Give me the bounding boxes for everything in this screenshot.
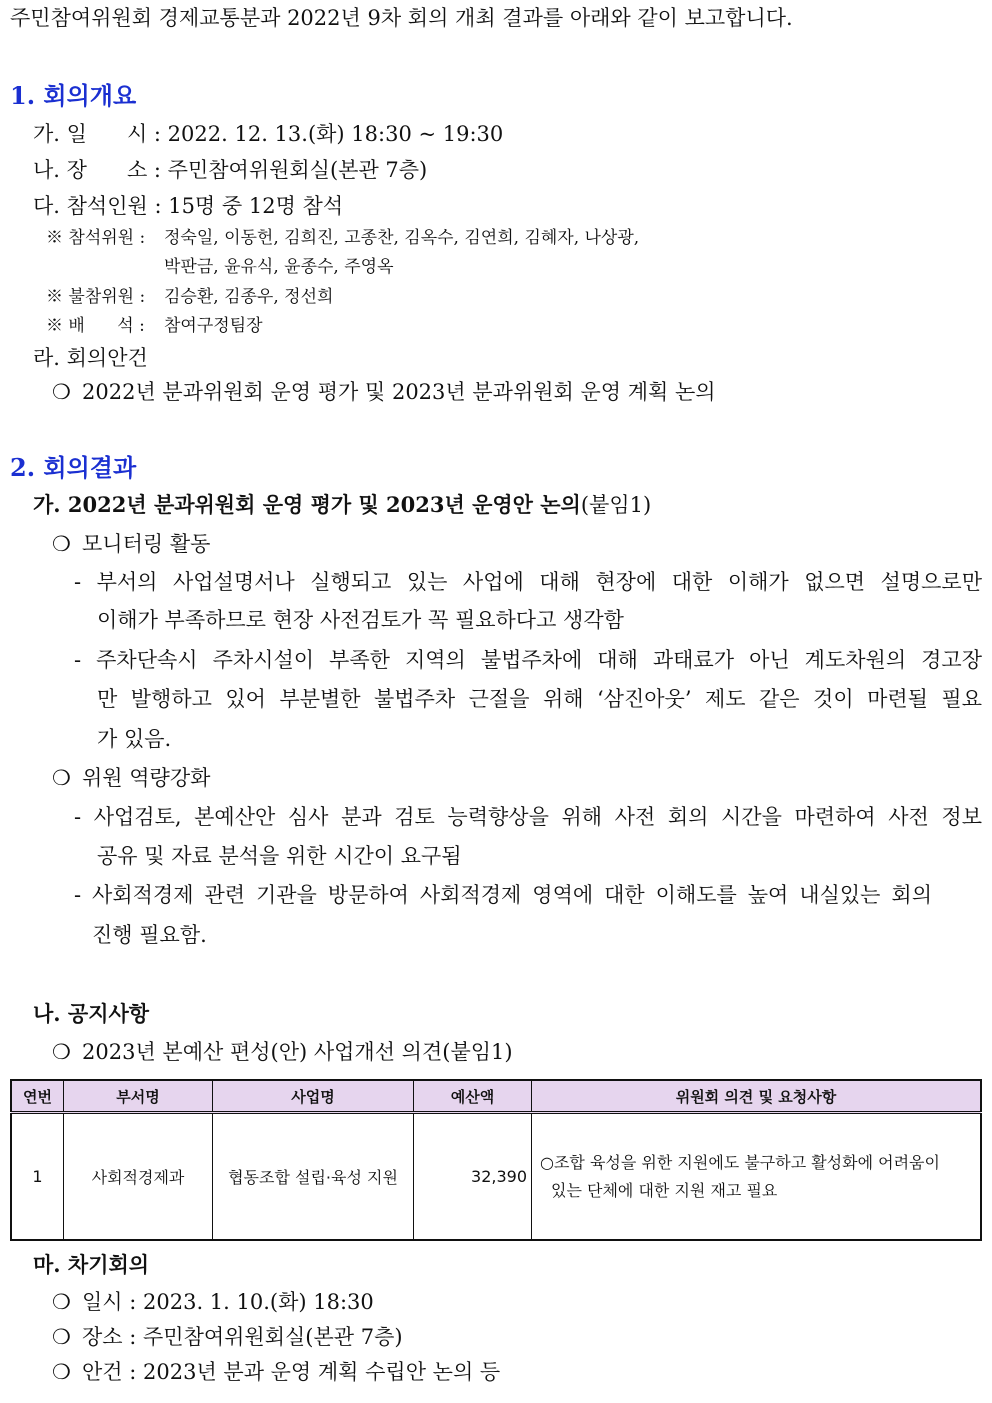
header-project: 사업명 [213,1080,414,1113]
circle-bullet-icon: ❍ [52,380,71,404]
attendees-list-2: 박판금, 윤유식, 윤종수, 주영옥 [164,257,394,277]
circle-bullet-icon: ❍ [52,1325,71,1349]
monitoring-item-2-line-1: - 주차단속시 주차시설이 부족한 지역의 불법주차에 대해 과태료가 아닌 계도차원의 경고장 [74,648,982,672]
meeting-date: 가. 일 시 : 2022. 12. 13.(화) 18:30 ~ 19:30 [33,122,504,146]
monitoring-title [52,534,210,555]
capacity-title [52,768,210,789]
monitoring-item-2-line-2: 만 발행하고 있어 부분별한 불법주차 근절을 위해 ‘삼진아웃’ 제도 같은 것이 마련될 필요 [97,687,982,711]
header-dept: 부서명 [64,1080,213,1113]
capacity-item-2-line-2: 진행 필요함. [92,923,207,947]
monitoring-item-1-line-2: 이해가 부족하므로 현장 사전검토가 꼭 필요하다고 생각함 [97,608,624,632]
section-title-overview: 1. 회의개요 [10,81,137,110]
cell-project: 협동조합 설립·육성 지원 [213,1113,414,1241]
staff-list: 참여구정팀장 [164,316,263,336]
staff-label: ※ 배 석 : [46,316,151,336]
circle-bullet-icon: ❍ [52,1360,71,1384]
cell-no: 1 [11,1113,64,1241]
subsection-ga [33,494,651,516]
next-meeting-date [52,1292,374,1313]
absent-label: ※ 불참위원 : [46,287,146,307]
circle-bullet-icon: ❍ [52,1290,71,1314]
next-meeting-agenda-text: 안건 : 2023년 분과 운영 계획 수립안 논의 등 [82,1360,501,1384]
subsection-ma-title: 마. 차기회의 [33,1252,150,1277]
capacity-item-1-line-2: 공유 및 자료 분석을 위한 시간이 요구됨 [97,844,462,868]
header-opinion: 위원회 의견 및 요청사항 [532,1080,982,1113]
circle-bullet-icon: ❍ [52,1040,71,1064]
intro-text: 주민참여위원회 경제교통분과 2022년 9차 회의 개최 결과를 아래와 같이 보고합니다. [10,6,793,30]
agenda-item [52,382,716,403]
subsection-ga-note: (붙임1) [580,493,652,517]
capacity-item-1-line-1: - 사업검토, 본예산안 심사 분과 검토 능력향상을 위해 사전 회의 시간을 마련하여 사전 정보 [74,805,982,829]
opinion-line-1: ○조합 육성을 위한 지원에도 불구하고 활성화에 어려움이 [540,1153,940,1173]
circle-bullet-icon: ❍ [52,532,71,556]
attendance-count: 다. 참석인원 : 15명 중 12명 참석 [33,194,344,218]
header-no: 연번 [11,1080,64,1113]
notice-item [52,1042,513,1063]
notice-item-text: 2023년 본예산 편성(안) 사업개선 의견(붙임1) [82,1040,513,1064]
opinion-line-2: 있는 단체에 대한 지원 재고 필요 [551,1180,778,1200]
subsection-na-title: 나. 공지사항 [33,1001,150,1026]
next-meeting-date-text: 일시 : 2023. 1. 10.(화) 18:30 [82,1290,374,1314]
cell-budget: 32,390 [414,1113,532,1241]
attendees-label: ※ 참석위원 : [46,228,146,248]
monitoring-item-2-line-3: 가 있음. [97,727,172,751]
next-meeting-place [52,1327,403,1348]
table-header-row [11,1080,981,1113]
table-row [11,1113,981,1241]
attendees-list-1: 정숙일, 이동헌, 김희진, 고종찬, 김옥수, 김연희, 김혜자, 나상광, [164,228,640,248]
header-budget: 예산액 [414,1080,532,1113]
meeting-place: 나. 장 소 : 주민참여위원회실(본관 7층) [33,158,428,182]
capacity-title-text: 위원 역량강화 [82,766,211,790]
cell-dept: 사회적경제과 [64,1113,213,1241]
absent-list: 김승환, 김종우, 정선희 [164,287,334,307]
next-meeting-place-text: 장소 : 주민참여위원회실(본관 7층) [82,1325,403,1349]
opinion-table [10,1079,982,1241]
monitoring-title-text: 모니터링 활동 [82,532,211,556]
circle-bullet-icon: ❍ [52,766,71,790]
next-meeting-agenda [52,1362,500,1383]
capacity-item-2-line-1: - 사회적경제 관련 기관을 방문하여 사회적경제 영역에 대한 이해도를 높여 내실있는 회의 [74,883,932,907]
agenda-item-text: 2022년 분과위원회 운영 평가 및 2023년 분과위원회 운영 계획 논의 [82,380,716,404]
subsection-ga-title: 가. 2022년 분과위원회 운영 평가 및 2023년 운영안 논의 [33,492,581,517]
agenda-title: 라. 회의안건 [33,346,148,370]
monitoring-item-1-line-1: - 부서의 사업설명서나 실행되고 있는 사업에 대해 현장에 대한 이해가 없으면 설명으로만 [74,570,982,594]
cell-opinion [532,1113,982,1241]
section-title-results: 2. 회의결과 [10,453,137,482]
